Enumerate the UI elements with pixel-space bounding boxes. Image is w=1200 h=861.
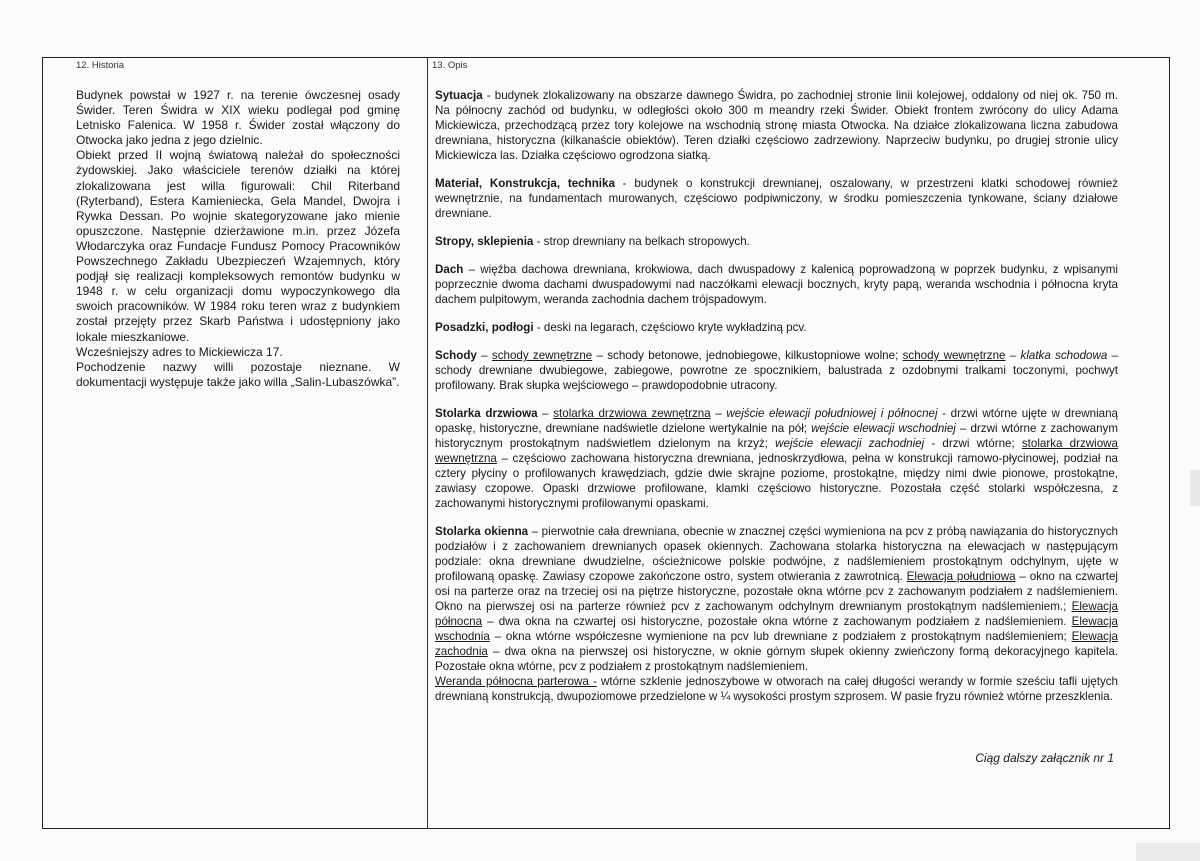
underlined-term: Elewacja wschodnia xyxy=(435,615,1118,643)
opis-column xyxy=(432,60,1119,717)
text-run: – częściowo zachowana historyczna drewniana, jednoskrzydłowa, pełna w konstrukcji ramowo-płycinowej, podział na cztery płyciny o profilowanych krawędziach, gdzie dwie skrajne poziome, prostokątne, między nimi dwie pionowe, prostokątne, zawiasy czopowe. Opaski drzwiowe profilowane, klamki częściowo historyczne. Pozostała część stolarki współczesna, z zachowanymi historycznymi profilowanymi opaskami. xyxy=(435,452,1118,510)
opis-header: 13. Opis xyxy=(432,60,468,71)
underlined-term: Elewacja północna xyxy=(435,600,1118,628)
historia-header: 12. Historia xyxy=(76,60,125,71)
scan-artifact xyxy=(1136,843,1200,861)
section-stropy xyxy=(435,234,1118,249)
underlined-term: schody wewnętrzne xyxy=(902,349,1006,362)
scan-artifact xyxy=(1190,470,1200,506)
italic-term: wejście elewacji wschodniej xyxy=(811,422,956,435)
text-run: – dwa okna na pierwszej osi historyczne, w oknie górnym słupek okienny zwieńczony formą dekoracyjnego kapitela. Pozostałe okna wtórne, pcv z podziałem z prostokątnym nadślemieniem. xyxy=(435,645,1118,673)
section-material xyxy=(435,176,1118,221)
section-label: Dach xyxy=(435,263,464,276)
text-run: wtórne szklenie jednoszybowe w otworach na całej długości werandy w formie sześciu tafli ujętych drewnianą konstrukcją, dwupoziomowe przedzielone w ¼ wysokości prostym szprosem. W pasie fryzu również wtórne przeszklenia. xyxy=(435,675,1118,703)
section-label: Posadzki, podłogi xyxy=(435,321,534,334)
section-label: Sytuacja xyxy=(435,89,483,102)
italic-term: wejście elewacji południowej i północnej xyxy=(726,407,938,420)
historia-paragraph: Budynek powstał w 1927 r. na terenie ówczesnej osady Świder. Teren Świdra w XIX wieku podlegał pod gminę Letnisko Falenica. W 1958 r. Świder został włączony do Otwocka jako jedna z jego dzielnic. xyxy=(76,88,400,148)
section-schody xyxy=(435,348,1118,393)
continuation-note: Ciąg dalszy załącznik nr 1 xyxy=(975,751,1114,765)
section-sytuacja xyxy=(435,88,1118,163)
underlined-term: Weranda północna parterowa - xyxy=(435,675,597,688)
text-run: – schody betonowe, jednobiegowe, kilkustopniowe wolne; xyxy=(592,349,903,362)
italic-term: klatka schodowa xyxy=(1020,349,1108,362)
section-label: Schody xyxy=(435,349,477,362)
text-run: - drzwi wtórne; xyxy=(924,437,1022,450)
text-run: – xyxy=(710,407,727,420)
section-dach xyxy=(435,262,1118,307)
section-text: – więźba dachowa drewniana, krokwiowa, dach dwuspadowy z kalenicą poprowadzoną w poprzek budynku, z wpisanymi poprzecznie dwoma dachami dwuspadowymi nad naczółkami elewacji bocznych, kryty papą, weranda wschodnia i północna kryta dachem pulpitowym, weranda zachodnia dachem trójspadowym. xyxy=(435,263,1118,306)
italic-term: wejście elewacji zachodniej xyxy=(775,437,925,450)
text-run: – pierwotnie cała drewniana, obecnie w znacznej części wymieniona na pcv z próbą nawiązania do historycznych podziałów i z zachowaniem drewnianych opasek okiennych. Zachowana stolarka historyczna na elewacjach w następującym podziale: okna drewniane dwudzielne, ościeżnicowe polskie podwójne, z nadślemieniem prostokątnym odchylnym, ujęte w profilowaną opaskę. Zawiasy czopowe zakończone ostro, system otwierania z zawrotnicą. xyxy=(435,525,1118,583)
underlined-term: stolarka drzwiowa wewnętrzna xyxy=(435,437,1118,465)
text-run: – xyxy=(476,349,492,362)
historia-paragraph: Pochodzenie nazwy willi pozostaje nieznane. W dokumentacji występuje także jako willa „Salin-Lubaszówka”. xyxy=(76,359,400,389)
underlined-term: schody zewnętrzne xyxy=(491,349,593,362)
text-run: – dwa okna na czwartej osi historyczne, pozostałe okna wtórne z zachowanym podziałem z nadślemieniem. xyxy=(482,615,1072,628)
section-label: Materiał, Konstrukcja, technika xyxy=(435,177,615,190)
text-run: – drzwi wtórne z zachowanym historycznym prostokątnym nadświetlem dzielonym na krzyż; xyxy=(435,422,1118,450)
historia-paragraph: Obiekt przed II wojną światową należał do społeczności żydowskiej. Jako właściciele terenów działki na której zlokalizowana jest willa figurowali: Chil Riterband (Ryterband), Estera Kamieniecka, Gela Mandel, Dwojra i Rywka Dessan. Po wojnie skategoryzowane jako mienie opuszczone. Następnie dzierżawione m.in. przez Józefa Włodarczyka oraz Fundacje Fundusz Pomocy Pracowników Powszechnego Zakładu Ubezpieczeń Wzajemnych, który podjął się realizacji kompleksowych remontów budynku w 1948 r. w celu organizacji domu wypoczynkowego dla swoich pracowników. W 1984 roku teren wraz z budynkiem został przejęty przez Skarb Państwa i udostępniony jako lokale mieszkaniowe. xyxy=(76,148,400,344)
section-stolarka-okienna xyxy=(435,524,1118,704)
text-run: – xyxy=(537,407,554,420)
underlined-term: stolarka drzwiowa zewnętrzna xyxy=(553,407,711,420)
text-run: – xyxy=(1005,349,1021,362)
section-stolarka-drzwiowa xyxy=(435,406,1118,511)
historia-text xyxy=(76,88,400,390)
section-text: - deski na legarach, częściowo kryte wykładziną pcv. xyxy=(533,321,807,334)
section-text: - budynek o konstrukcji drewnianej, oszalowany, w przestrzeni klatki schodowej również wewnętrznie, na fundamentach murowanych, częściowo podpiwniczony, w środku pomieszczenia tynkowane, ściany działowe drewniane. xyxy=(435,177,1118,220)
text-run: – okna wtórne współczesne wymienione na pcv lub drewniane z podziałem z prostokątnym nadślemieniem; xyxy=(489,630,1072,643)
underlined-term: Elewacja południowa xyxy=(906,570,1016,583)
text-run: - drzwi wtórne ujęte w drewnianą opaskę, historyczne, drewniane nadświetle dzielone wertykalnie na pół; xyxy=(435,407,1119,435)
historia-column xyxy=(76,60,400,390)
text-run: – schody drewniane dwubiegowe, zabiegowe, powrotne ze spocznikiem, balustrada z ozdobnymi tralkami toczonymi, pochwyt profilowany. Brak słupka wejściowego – prawdopodobnie utracony. xyxy=(435,349,1119,392)
text-run: – okno na czwartej osi na parterze oraz na trzeciej osi na piętrze historyczne, pozostałe okna wtórne pcv z zachowanym podziałem z nadślemieniem. Okno na pierwszej osi na parterze również pcv z zachowanym odchylnym drewnianym prostokątnym nadślemieniem.; xyxy=(435,570,1119,613)
section-label: Stropy, sklepienia xyxy=(435,235,534,248)
section-posadzki xyxy=(435,320,1118,335)
section-text: - strop drewniany na belkach stropowych. xyxy=(533,235,750,248)
section-text: - budynek zlokalizowany na obszarze dawnego Świdra, po zachodniej stronie linii kolejowej, oddalony od niej ok. 750 m. Na północny zachód od budynku, w odległości około 300 m meandry rzeki Świder. Obiekt frontem zwrócony do ulicy Adama Mickiewicza, przechodzącą przez tory kolejowe na wschodnią stronę miasta Otwocka. Na działce zlokalizowana liczna zabudowa drewniana, historyczna (kilkanaście obiektów). Teren działki częściowo zadrzewiony. Naprzeciw budynku, po drugiej stronie ulicy Mickiewicza las. Działka częściowo ogrodzona siatką. xyxy=(435,89,1118,162)
column-divider xyxy=(427,57,428,829)
section-label: Stolarka okienna xyxy=(435,525,529,538)
section-label: Stolarka drzwiowa xyxy=(435,407,538,420)
historia-paragraph: Wcześniejszy adres to Mickiewicza 17. xyxy=(76,344,283,359)
underlined-term: Elewacja zachodnia xyxy=(435,630,1118,658)
